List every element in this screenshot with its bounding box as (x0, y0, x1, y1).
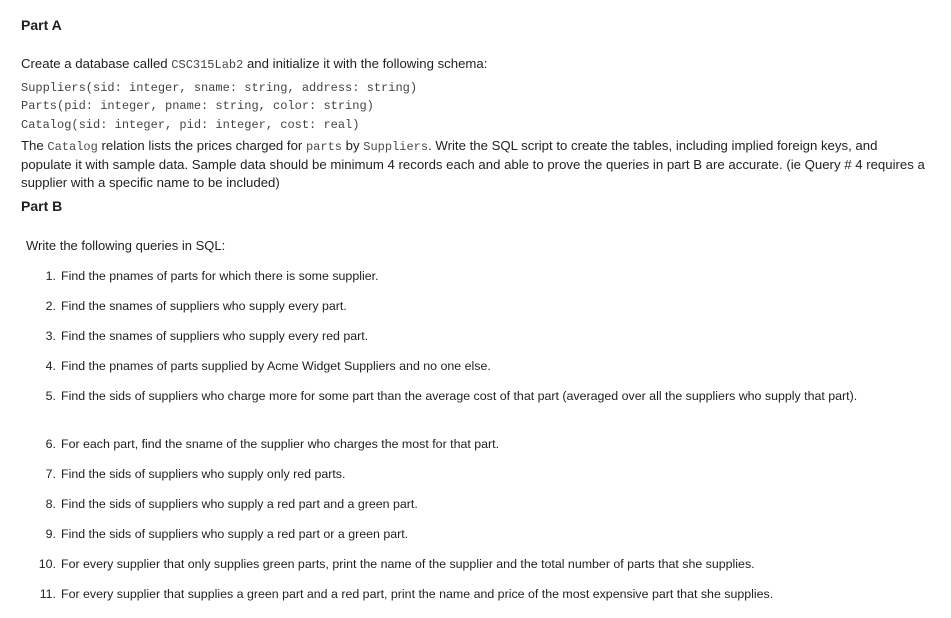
query-text: Find the sids of suppliers who supply only red parts. (61, 467, 346, 481)
query-text: Find the snames of suppliers who supply every part. (61, 299, 347, 313)
query-text: For every supplier that only supplies green parts, print the name of the supplier and the total number of parts that she supplies. (61, 557, 755, 571)
query-number: 4. (45, 359, 56, 373)
query-number: 8. (45, 497, 56, 511)
queries-intro: Write the following queries in SQL: (26, 238, 226, 253)
query-text: Find the sids of suppliers who supply a red part or a green part. (61, 527, 409, 541)
parts-code: parts (305, 140, 342, 154)
part-b-heading: Part B (21, 198, 63, 214)
query-text: Find the pnames of parts supplied by Acme Widget Suppliers and no one else. (61, 359, 491, 373)
part-a-heading: Part A (21, 17, 62, 33)
schema-parts: Parts(pid: integer, pname: string, color: string) (21, 99, 374, 113)
desc-rest: . Write the SQL script to create the tables, including implied foreign keys, and populate it with sample data. Sample data should be minimum 4 records each and able to prove the queries in part B are accurate. (ie Query # 4 requires a supplier with a specific name to be included) (21, 138, 925, 190)
query-number: 10. (38, 557, 56, 571)
query-number: 2. (45, 299, 56, 313)
query-text: Find the sids of suppliers who supply a red part and a green part. (61, 497, 418, 511)
desc-mid1: relation lists the prices charged for (97, 138, 306, 153)
query-number: 3. (45, 329, 56, 343)
query-number: 9. (45, 527, 56, 541)
query-number: 7. (45, 467, 56, 481)
query-text: Find the snames of suppliers who supply every red part. (61, 329, 369, 343)
part-a-intro (21, 55, 921, 74)
part-a-description (21, 137, 926, 192)
suppliers-code: Suppliers (363, 140, 429, 154)
desc-mid2: by (342, 138, 364, 153)
query-number: 11. (39, 587, 56, 601)
query-number: 6. (45, 437, 56, 451)
query-number: 5. (45, 389, 56, 403)
schema-suppliers: Suppliers(sid: integer, sname: string, address: string) (21, 81, 418, 95)
query-number: 1. (45, 269, 56, 283)
query-text: For every supplier that supplies a green part and a red part, print the name and price of the most expensive part that she supplies. (61, 587, 774, 601)
query-text: For each part, find the sname of the supplier who charges the most for that part. (61, 437, 500, 451)
query-text: Find the sids of suppliers who charge more for some part than the average cost of that part (averaged over all the suppliers who supply that part). (61, 389, 858, 403)
query-text: Find the pnames of parts for which there is some supplier. (61, 269, 379, 283)
schema-catalog: Catalog(sid: integer, pid: integer, cost: real) (21, 118, 360, 132)
intro-suffix: and initialize it with the following schema: (243, 56, 488, 71)
catalog-code: Catalog (47, 140, 98, 154)
desc-the: The (21, 138, 48, 153)
database-name: CSC315Lab2 (171, 58, 244, 72)
intro-prefix: Create a database called (21, 56, 172, 71)
